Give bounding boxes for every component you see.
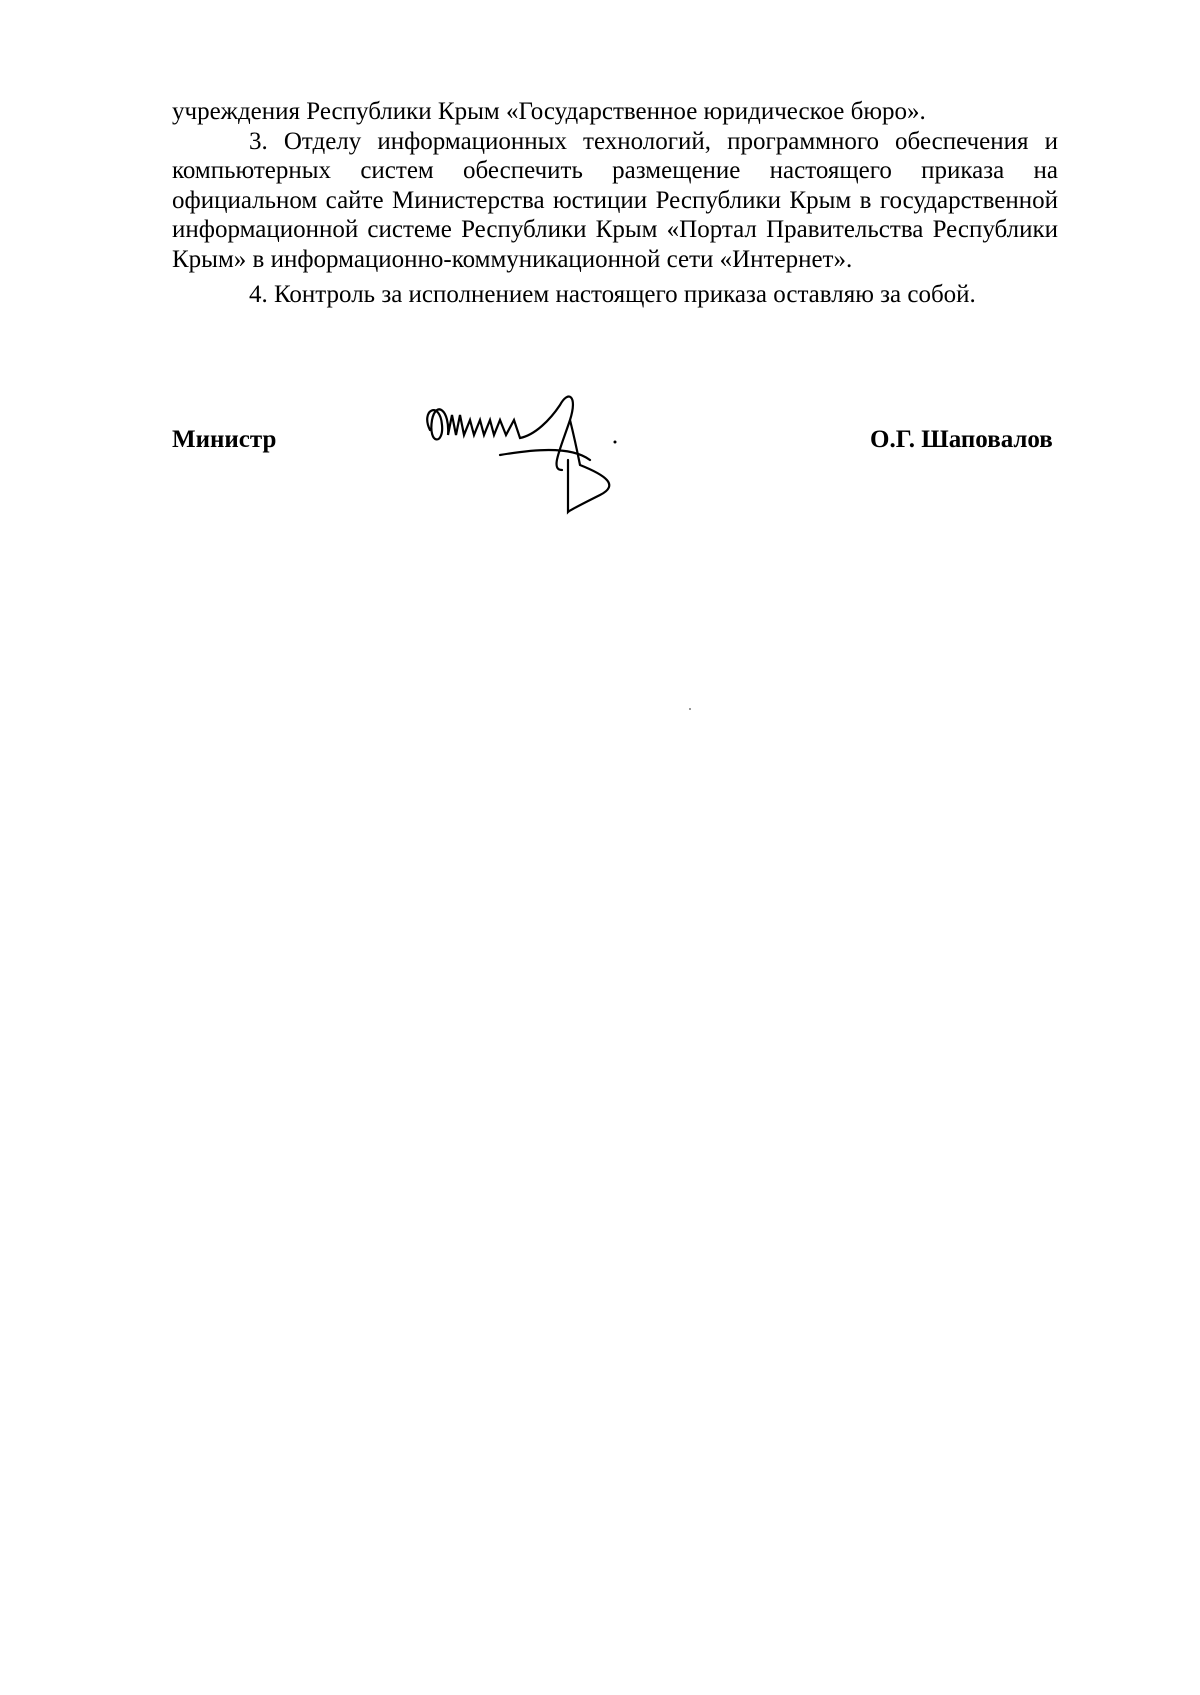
paragraph-4: 4. Контроль за исполнением настоящего приказа оставляю за собой. <box>249 281 976 308</box>
signatory-name: О.Г. Шаповалов <box>870 426 1053 453</box>
handwritten-signature-icon <box>410 390 660 515</box>
signatory-role: Министр <box>172 426 277 453</box>
paragraph-continuation: учреждения Республики Крым «Государственное юридическое бюро». <box>172 98 926 125</box>
scan-speck <box>689 708 691 710</box>
body-text <box>172 97 1058 310</box>
paragraph-3: 3. Отделу информационных технологий, программного обеспечения и компьютерных систем обеспечить размещение настоящего приказа на официальном сайте Министерства юстиции Республики Крым в государственной информационной системе Республики Крым «Портал Правительства Республики Крым» в информационно-коммуникационной сети «Интернет». <box>172 127 1058 273</box>
signature-block <box>0 400 1200 520</box>
